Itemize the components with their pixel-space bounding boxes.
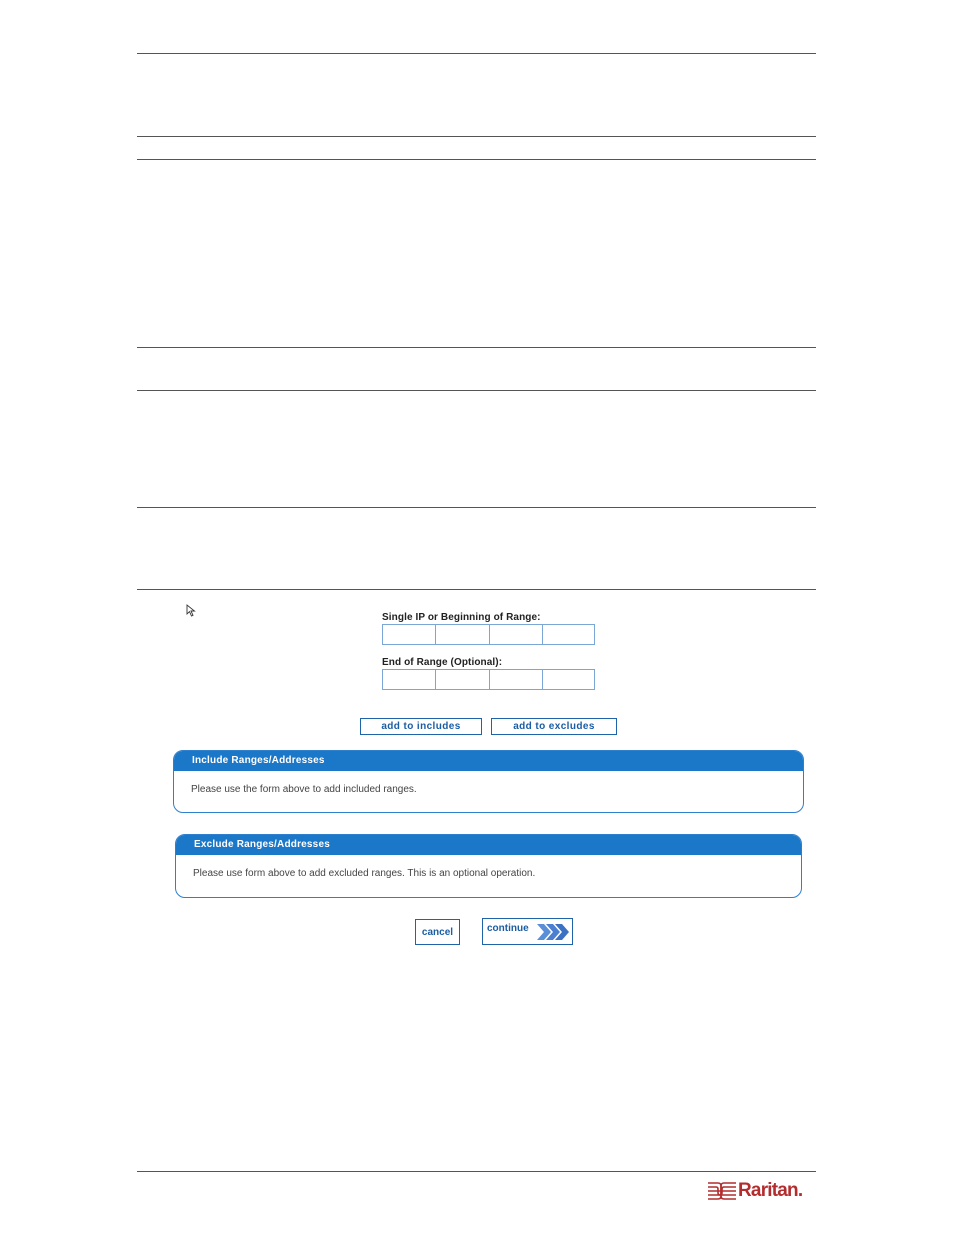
- start-ip-octet-3[interactable]: [489, 624, 542, 645]
- add-to-excludes-button[interactable]: add to excludes: [491, 718, 617, 735]
- exclude-panel-message: Please use form above to add excluded ranges. This is an optional operation.: [193, 868, 536, 879]
- mouse-pointer-icon: [186, 604, 196, 618]
- divider: [137, 159, 816, 160]
- end-range-label: End of Range (Optional):: [382, 657, 503, 668]
- divider: [137, 53, 816, 54]
- end-ip-octet-1[interactable]: [382, 669, 435, 690]
- end-ip-octet-3[interactable]: [489, 669, 542, 690]
- include-panel-message: Please use the form above to add included ranges.: [191, 784, 417, 795]
- start-ip-octet-2[interactable]: [435, 624, 488, 645]
- start-ip-fields: [382, 624, 595, 645]
- start-ip-octet-4[interactable]: [542, 624, 595, 645]
- add-to-includes-button[interactable]: add to includes: [360, 718, 482, 735]
- start-range-label: Single IP or Beginning of Range:: [382, 612, 541, 623]
- chevrons-right-icon: [536, 922, 570, 942]
- continue-button[interactable]: [482, 918, 573, 945]
- include-panel-title: Include Ranges/Addresses: [174, 751, 803, 771]
- continue-label: continue: [487, 923, 529, 934]
- start-ip-octet-1[interactable]: [382, 624, 435, 645]
- divider: [137, 1171, 816, 1172]
- divider: [137, 390, 816, 391]
- divider: [137, 589, 816, 590]
- raritan-logo: [707, 1180, 802, 1202]
- divider: [137, 347, 816, 348]
- cancel-button[interactable]: cancel: [415, 919, 460, 945]
- logo-wordmark: Raritan.: [738, 1180, 803, 1201]
- end-ip-fields: [382, 669, 595, 690]
- end-ip-octet-2[interactable]: [435, 669, 488, 690]
- end-ip-octet-4[interactable]: [542, 669, 595, 690]
- exclude-panel-title: Exclude Ranges/Addresses: [176, 835, 801, 855]
- divider: [137, 136, 816, 137]
- exclude-ranges-panel: [175, 834, 802, 898]
- raritan-logo-icon: [707, 1180, 737, 1202]
- divider: [137, 507, 816, 508]
- include-ranges-panel: [173, 750, 804, 813]
